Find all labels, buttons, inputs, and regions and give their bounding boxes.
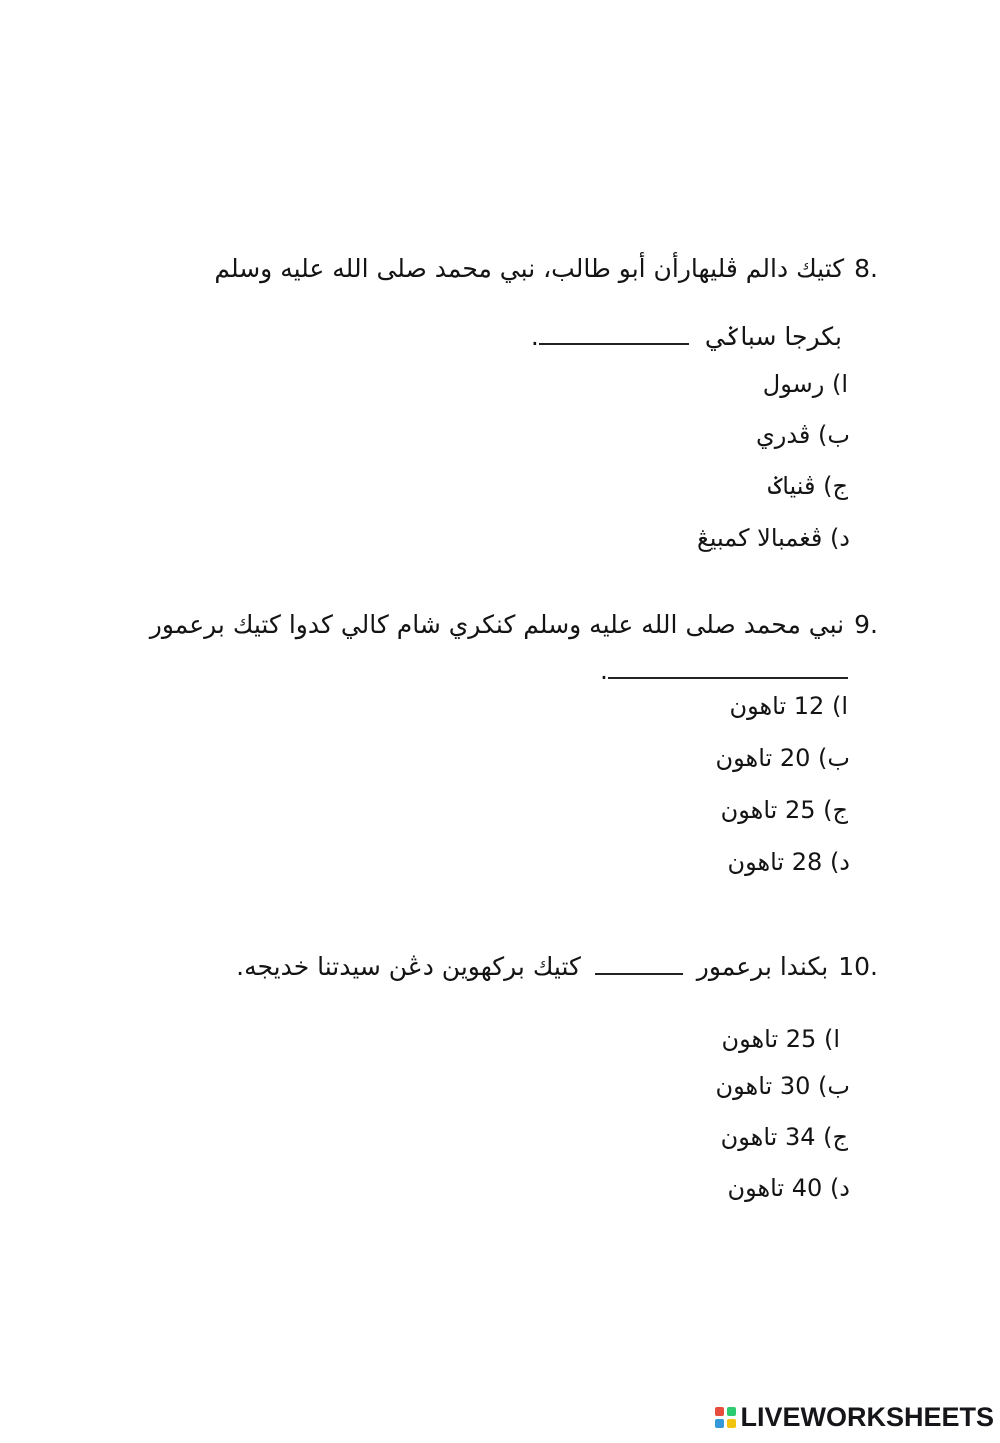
option-label: ب) [818,421,850,449]
option-text: ڤدري [755,421,811,449]
question-9-period: . [600,656,608,685]
question-9-option-a[interactable] [729,689,848,723]
question-8-text-2: بكرجا سباݢي [704,322,842,351]
option-label: د) [829,848,850,876]
option-number: 40 [791,1174,823,1202]
option-text: تاهون [729,692,787,720]
question-8-option-b[interactable] [756,418,850,452]
question-8-text: كتيك دالم ڤليهارأن أبو طالب، نبي محمد صلى الله عليه وسلم [214,254,845,283]
question-8-number: 8. [854,254,878,283]
logo-square-2 [727,1407,736,1416]
option-number: 30 [779,1072,811,1100]
option-label: ا) [823,1025,840,1053]
logo-text: LIVEWORKSHEETS [740,1401,994,1432]
option-number: 12 [793,692,825,720]
option-text: تاهون [715,744,773,772]
option-label: ا) [831,370,848,398]
option-text: تاهون [720,1123,778,1151]
question-10-option-b[interactable] [716,1069,850,1103]
option-number: 25 [784,796,816,824]
option-number: 25 [785,1025,817,1053]
question-10-option-d[interactable] [727,1171,850,1205]
option-number: 20 [779,744,811,772]
option-text: ڤنياݢ [768,472,816,500]
option-text: تاهون [727,1174,785,1202]
logo-square-4 [727,1419,736,1428]
question-9-option-c[interactable] [721,793,848,827]
option-label: ب) [818,1072,850,1100]
option-label: د) [829,524,850,552]
question-9-number: 9. [854,610,878,639]
question-8-line-1 [214,252,878,286]
question-9-line-2 [600,654,848,688]
option-label: ج) [823,1123,848,1151]
option-text: رسول [762,370,825,398]
option-text: تاهون [727,848,785,876]
option-text: تاهون [720,796,778,824]
option-text: ڤغمبالا كمبيڠ [696,524,823,552]
question-10-option-a[interactable] [721,1022,840,1056]
option-label: ب) [818,744,850,772]
question-9-option-d[interactable] [727,845,850,879]
option-label: ج) [823,472,848,500]
question-10-answer-blank[interactable] [595,972,683,975]
option-label: ج) [823,796,848,824]
question-9-option-b[interactable] [716,741,850,775]
option-number: 28 [791,848,823,876]
question-9-text: نبي محمد صلى الله عليه وسلم كنكري شام كالي كدوا كتيك برعمور [149,610,845,639]
question-8-line-2 [531,320,842,354]
logo-square-3 [715,1419,724,1428]
question-10-number: 10. [838,952,878,981]
question-8-answer-blank[interactable] [539,342,689,345]
question-8-option-d[interactable] [697,521,850,555]
option-label: ا) [831,692,848,720]
liveworksheets-logo [715,1401,994,1433]
question-10-line-1 [236,950,878,984]
question-9-line-1 [150,608,878,642]
question-8-period: . [530,322,539,351]
option-number: 34 [784,1123,816,1151]
question-10-text-start: بكندا برعمور [696,952,829,981]
option-text: تاهون [721,1025,779,1053]
option-text: تاهون [715,1072,773,1100]
question-10-text-end: كتيك بركهوين دڠن سيدتنا خديجه. [236,952,581,981]
question-9-answer-blank[interactable] [608,676,848,679]
question-10-option-c[interactable] [721,1120,848,1154]
logo-grid-icon [715,1407,736,1428]
question-8-option-a[interactable] [763,367,848,401]
logo-square-1 [715,1407,724,1416]
option-label: د) [829,1174,850,1202]
question-8-option-c[interactable] [768,469,848,503]
